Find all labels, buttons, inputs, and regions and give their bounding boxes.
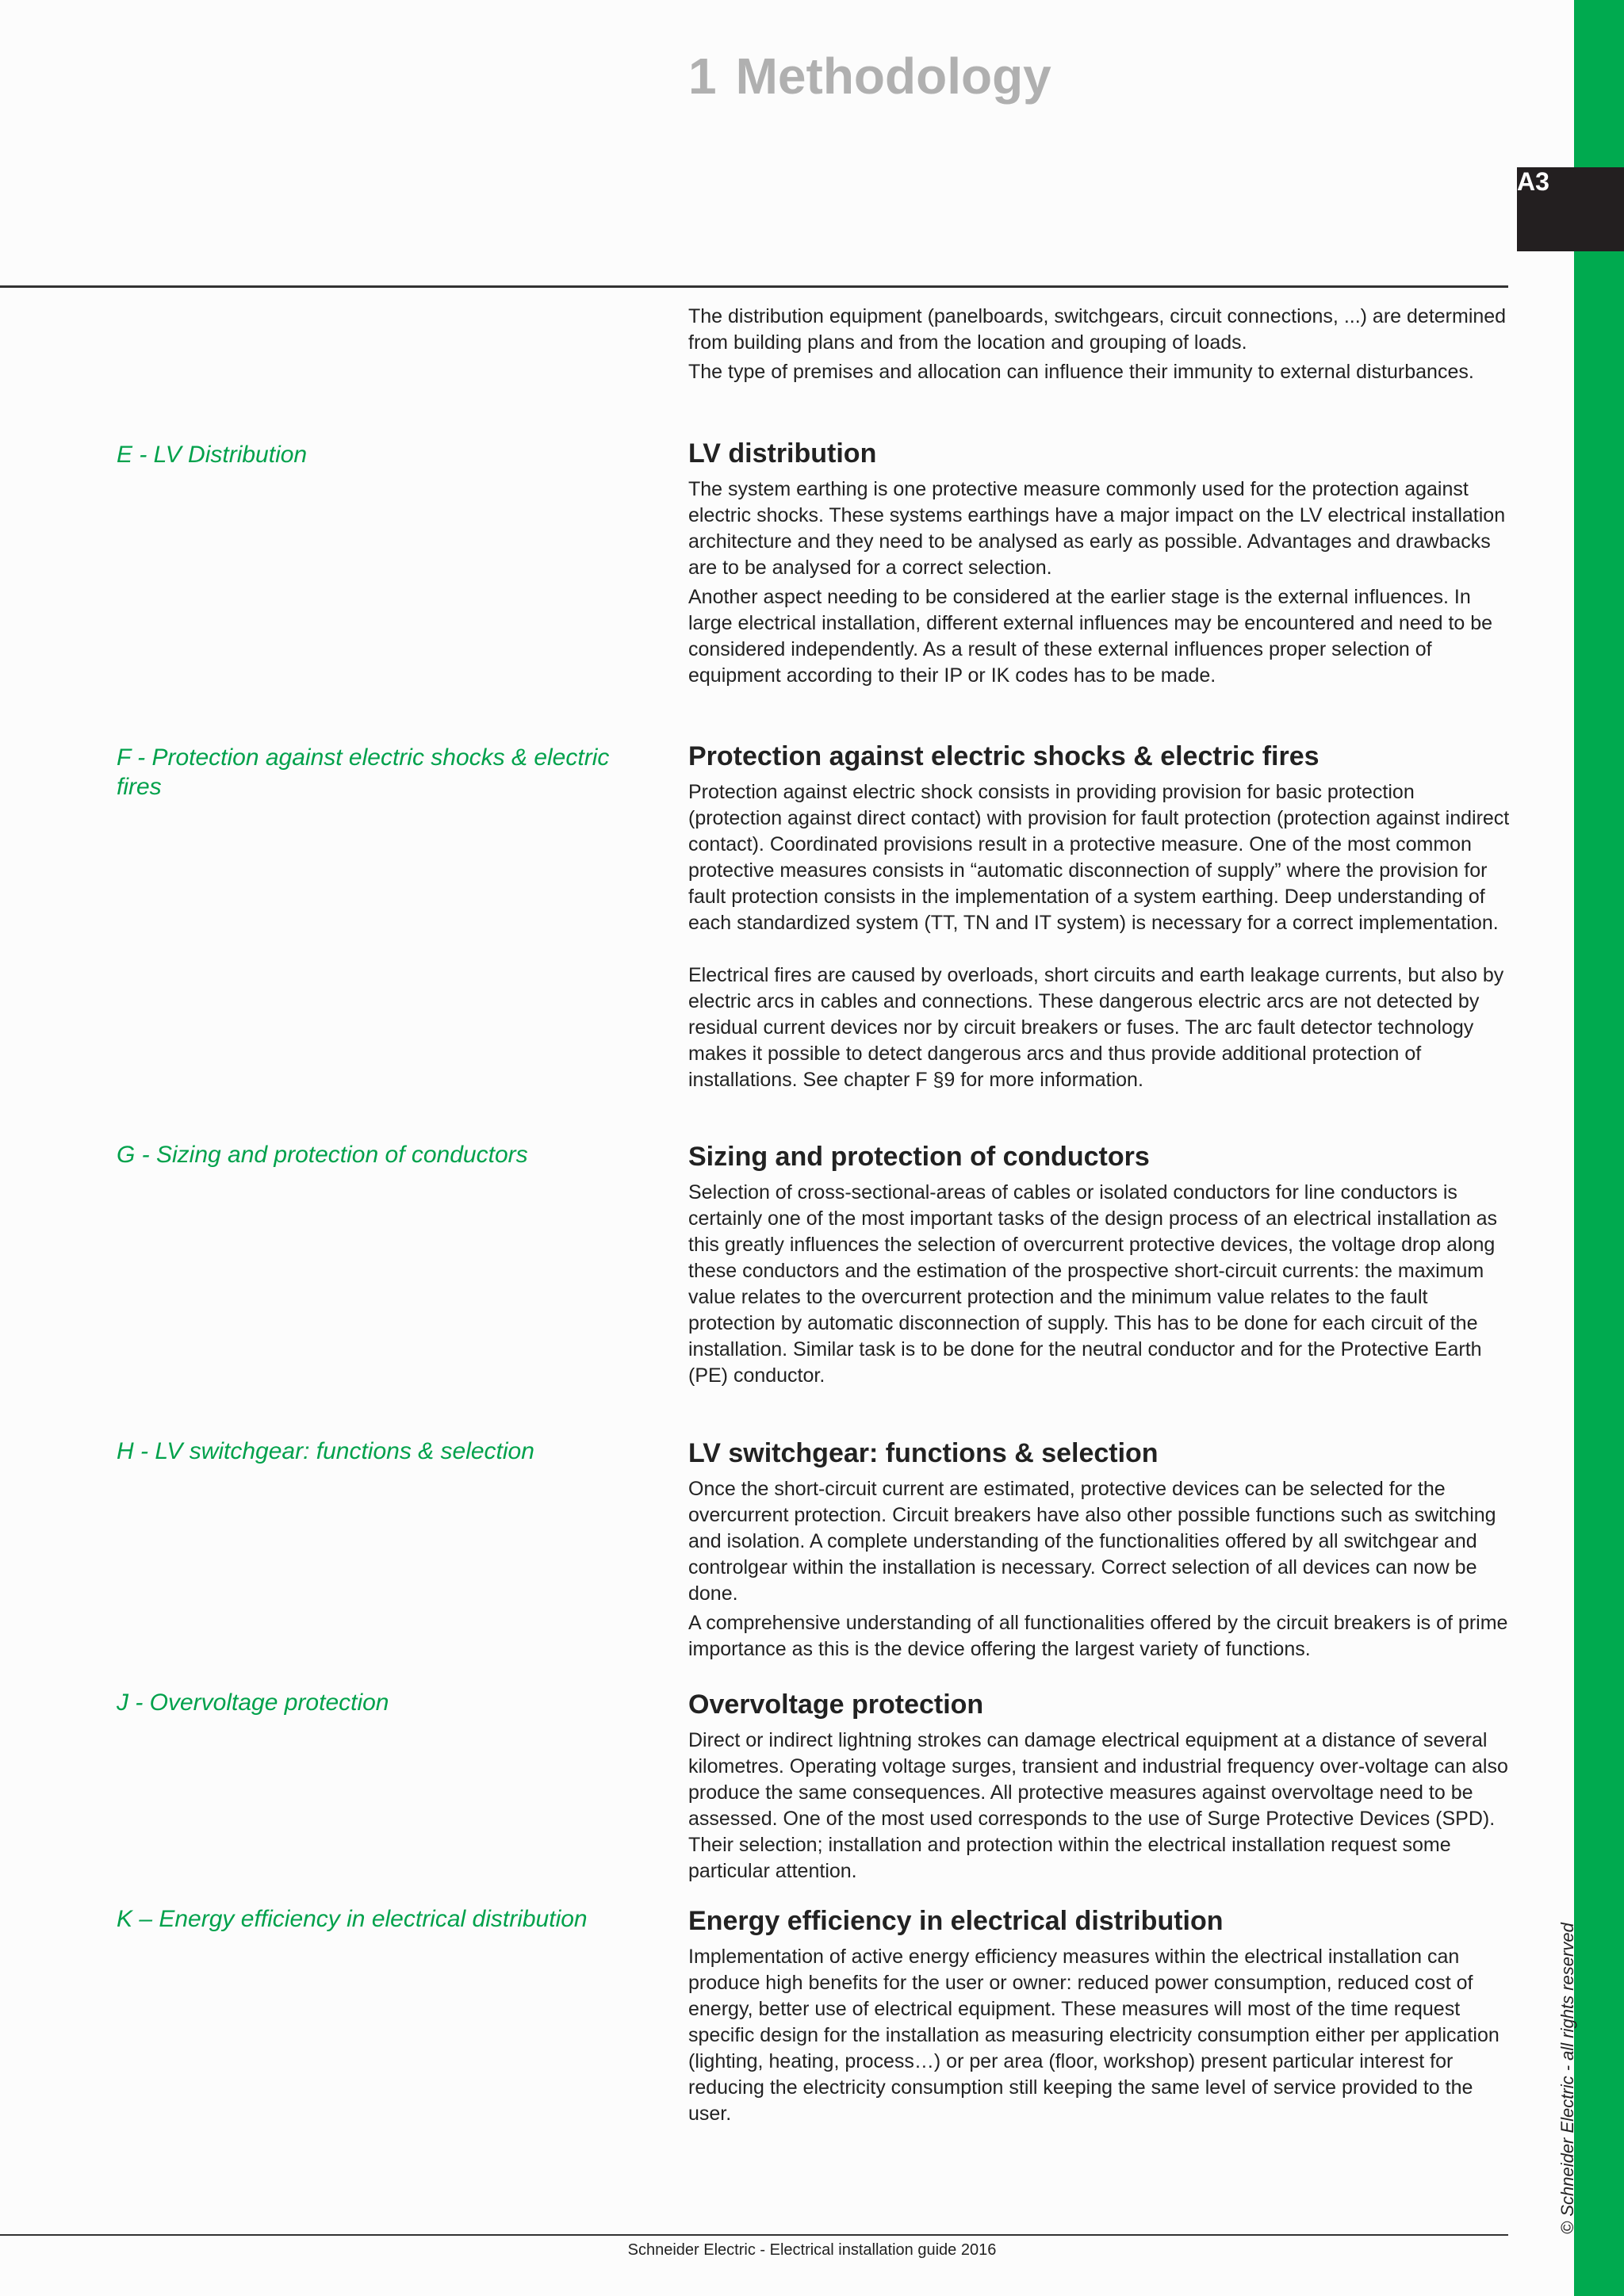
green-side-bar bbox=[1574, 0, 1624, 2296]
section-body bbox=[688, 1140, 1513, 1392]
section-heading: LV switchgear: functions & selection bbox=[688, 1438, 1159, 1468]
intro-paragraph-2: The type of premises and allocation can influence their immunity to external disturbances. bbox=[688, 361, 1474, 383]
footer-rule bbox=[0, 2234, 1508, 2236]
section-heading: Energy efficiency in electrical distribution bbox=[688, 1906, 1224, 1936]
side-label-e: E - LV Distribution bbox=[117, 442, 308, 468]
section-body bbox=[688, 1904, 1513, 2130]
section-paragraph: The system earthing is one protective measure commonly used for the protection against electric shocks. These systems earthings have a major impact on the LV electrical installation architecture and they need to be analysed as early as possible. Advantages and drawbacks are to be analysed for a correct selection. bbox=[688, 478, 1506, 579]
section-heading: LV distribution bbox=[688, 438, 877, 469]
chapter-title bbox=[688, 46, 1051, 107]
section-heading: Overvoltage protection bbox=[688, 1689, 984, 1720]
side-label-h: H - LV switchgear: functions & selection bbox=[117, 1438, 534, 1464]
header-rule bbox=[0, 285, 1508, 288]
chapter-title-text: Methodology bbox=[735, 48, 1051, 105]
page-tab bbox=[1517, 167, 1624, 251]
side-label-g: G - Sizing and protection of conductors bbox=[117, 1142, 528, 1168]
section-paragraph: A comprehensive understanding of all functionalities offered by the circuit breakers is of prime importance as this is the device offering the largest variety of functions. bbox=[688, 1612, 1508, 1660]
intro-paragraph-1: The distribution equipment (panelboards, switchgears, circuit connections, ...) are determined from building plans and from the location and grouping of loads. bbox=[688, 305, 1507, 354]
section-body bbox=[688, 1437, 1513, 1666]
copyright-notice: © Schneider Electric - all rights reserved bbox=[1557, 1923, 1577, 2234]
section-body bbox=[688, 740, 1513, 1096]
section-paragraph: Protection against electric shock consists in providing provision for basic protection (protection against direct contact) with provision for fault protection (protection against indirect contact). Coordinated provisions result in a protective measure. One of the most common protective measures consists in “automatic disconnection of supply” where the provision for fault protection consists in the implementation of a system earthing. Deep understanding of each standardized system (TT, TN and IT system) is necessary for a correct implementation. bbox=[688, 781, 1510, 934]
section-heading: Protection against electric shocks & electric fires bbox=[688, 741, 1320, 771]
side-label-k: K – Energy efficiency in electrical distribution bbox=[117, 1906, 588, 1932]
section-paragraph: Another aspect needing to be considered at the earlier stage is the external influences. In large electrical installation, different external influences may be encountered and need to be considered independently. As a result of these external influences proper selection of equipment according to their IP or IK codes has to be made. bbox=[688, 586, 1493, 687]
side-label-f: F - Protection against electric shocks & electric fires bbox=[117, 744, 610, 800]
section-heading: Sizing and protection of conductors bbox=[688, 1142, 1150, 1172]
section-body bbox=[688, 437, 1513, 692]
section-paragraph: Electrical fires are caused by overloads, short circuits and earth leakage currents, but also by electric arcs in cables and connections. These dangerous electric arcs are not detected by residual current devices nor by circuit breakers or fuses. The arc fault detector technology makes it possible to detect dangerous arcs and thus provide additional protection of installations. See chapter F §9 for more information. bbox=[688, 964, 1504, 1091]
section-paragraph: Selection of cross-sectional-areas of cables or isolated conductors for line conductors is certainly one of the most important tasks of the design process of an electrical installation as this greatly influences the selection of overcurrent protective devices, the voltage drop along these conductors and the estimation of the prospective short-circuit currents: the maximum value relates to the overcurrent protection and the minimum value relates to the fault protection by automatic disconnection of supply. This has to be done for each circuit of the installation. Similar task is to be done for the neutral conductor and for the Protective Earth (PE) conductor. bbox=[688, 1181, 1497, 1387]
intro-block bbox=[688, 304, 1513, 388]
section-paragraph: Direct or indirect lightning strokes can damage electrical equipment at a distance of several kilometres. Operating voltage surges, transient and industrial frequency over-voltage can also produce the same consequences. All protective measures against overvoltage need to be assessed. One of the most used corresponds to the use of Surge Protective Devices (SPD). Their selection; installation and protection within the electrical installation request some particular attention. bbox=[688, 1729, 1508, 1882]
side-label-j: J - Overvoltage protection bbox=[117, 1689, 389, 1716]
page-tab-label: A3 bbox=[1517, 167, 1549, 196]
page-footer: Schneider Electric - Electrical installation guide 2016 bbox=[627, 2241, 997, 2259]
section-paragraph: Implementation of active energy efficiency measures within the electrical installation can produce high benefits for the user or owner: reduced power consumption, reduced cost of energy, better use of electrical equipment. These measures will most of the time request specific design for the installation as measuring electricity consumption either per application (lighting, heating, process…) or per area (floor, workshop) present particular interest for reducing the electricity consumption still keeping the same level of service provided to the user. bbox=[688, 1946, 1500, 2125]
section-body bbox=[688, 1688, 1513, 1888]
section-paragraph: Once the short-circuit current are estimated, protective devices can be selected for the overcurrent protection. Circuit breakers have also other possible functions such as switching and isolation. A complete understanding of the functionalities offered by all switchgear and controlgear within the installation is necessary. Correct selection of all devices can now be done. bbox=[688, 1478, 1496, 1605]
chapter-number: 1 bbox=[688, 48, 717, 105]
